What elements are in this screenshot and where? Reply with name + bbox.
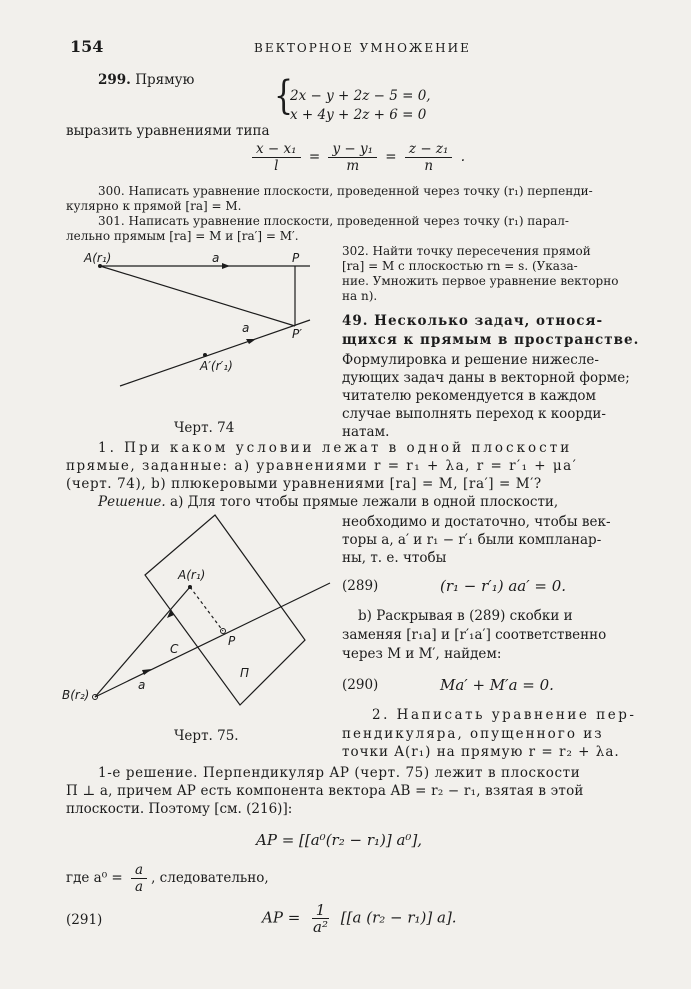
problem-299-lead: 299. Прямую [98, 72, 195, 88]
eq-291: AP = $\frac{1}{\text{a²}}$ [[a (r₂ − r₁)] a]. [262, 901, 457, 936]
unit-vector-definition: где a⁰ = $\frac{a}{a}$ , следовательно, [66, 862, 269, 895]
part-b-line2: заменяя [r₁a] и [r′₁a′] соответственно [342, 627, 607, 643]
fig75-label-b: B(r₂) [62, 688, 90, 702]
problem-302-line3: ние. Умножить первое уравнение векторно [342, 274, 619, 288]
fig74-label-a-mid: a [242, 321, 250, 335]
fig75-label-p: P [228, 634, 236, 648]
section-49-line1: 49. Несколько задач, относя- [342, 313, 604, 329]
eq-291-number: (291) [66, 912, 103, 928]
problem-302-line4: на n). [342, 289, 378, 303]
problem-1-line1: 1. При каком условии лежат в одной плоскости [98, 440, 573, 456]
fig75-arrow-c [167, 609, 174, 618]
section-49-line5: читателю рекомендуется в каждом [342, 388, 597, 404]
eq-289: (r₁ − r′₁) aa′ = 0. [440, 577, 567, 595]
figure-75-caption: Черт. 75. [174, 728, 239, 744]
problem-299-tail: выразить уравнениями типа [66, 123, 270, 139]
system-eq-1: 2x − y + 2z − 5 = 0, [290, 88, 431, 104]
fig74-label-a-point: A(r₁) [84, 251, 112, 265]
problem-302-line1: 302. Найти точку пересечения прямой [342, 244, 591, 258]
section-49-line4: дующих задач даны в векторной форме; [342, 370, 630, 386]
problem-2-line3: точки A(r₁) на прямую r = r₂ + λa. [342, 744, 620, 760]
problem-2-line1: 2. Написать уравнение пер- [372, 707, 637, 723]
section-49-line3: Формулировка и решение нижесле- [342, 352, 599, 368]
fig74-arrow-a-prime [246, 339, 256, 344]
canonical-form: $\frac{\text{x − x₁}}{l}$ = $\frac{\text{y − y₁}}{m}$ = $\frac{\text{z − z₁}}{n}$ . [248, 141, 465, 174]
problem-1-line3: (черт. 74), b) плюкеровыми уравнениями [ra] = M, [ra′] = M′? [66, 476, 542, 492]
eq-290: Ma′ + M′a = 0. [440, 676, 554, 694]
first-solution-line2: Π ⊥ a, причем AP есть компонента вектора AB = r₂ − r₁, взятая в этой [66, 783, 584, 799]
fig74-label-p-prime: P′ [292, 327, 302, 341]
coplanar-line2: торы a, a′ и r₁ − r′₁ были компланар- [342, 532, 602, 548]
fig74-label-a-prime: A′(r′₁) [200, 359, 233, 373]
problem-300-line2: кулярно к прямой [ra] = M. [66, 199, 242, 213]
coplanar-line1: необходимо и достаточно, чтобы век- [342, 514, 611, 530]
fig74-line-bottom [120, 320, 310, 386]
figure-74 [80, 248, 330, 398]
page-number: 154 [70, 37, 104, 56]
problem-301-line2: лельно прямым [ra] = M и [ra′] = M′. [66, 229, 299, 243]
first-solution-line1: 1-е решение. Перпендикуляр AP (черт. 75) лежит в плоскости [98, 765, 581, 781]
fig75-label-a: a [138, 678, 146, 692]
fig74-arrow-a [222, 263, 230, 269]
fig75-label-a-point: A(r₁) [178, 568, 206, 582]
solution-a-line: Решение. a) Для того чтобы прямые лежали в одной плоскости, [98, 494, 559, 510]
problem-302-line2: [ra] = M с плоскостью rn = s. (Указа- [342, 259, 578, 273]
fig75-label-c: C [170, 642, 179, 656]
problem-301-line1: 301. Написать уравнение плоскости, проведенной через точку (r₁) парал- [98, 214, 569, 228]
section-49-line2: щихся к прямым в пространстве. [342, 332, 640, 348]
figure-75 [60, 505, 340, 720]
first-solution-line3: плоскости. Поэтому [см. (216)]: [66, 801, 293, 817]
fig75-plane [145, 515, 305, 705]
fig75-line-b [95, 583, 330, 697]
part-b-line1: b) Раскрывая в (289) скобки и [358, 608, 573, 624]
system-brace: { [274, 73, 294, 120]
part-b-line3: через M и M′, найдем: [342, 646, 502, 662]
section-49-line6: случае выполнять переход к коорди- [342, 406, 606, 422]
problem-1-line2: прямые, заданные: a) уравнениями r = r₁ + λa, r = r′₁ + μa′ [66, 458, 578, 474]
fig75-label-pi: Π [240, 666, 250, 680]
eq-290-number: (290) [342, 677, 379, 693]
problem-300-line1: 300. Написать уравнение плоскости, проведенной через точку (r₁) перпенди- [98, 184, 593, 198]
figure-74-caption: Черт. 74 [174, 420, 235, 436]
section-49-line7: натам. [342, 424, 390, 440]
coplanar-line3: ны, т. е. чтобы [342, 550, 447, 566]
fig74-segment-ap [100, 266, 295, 326]
fig74-label-p: P [292, 251, 300, 265]
fig75-perpendicular [190, 587, 223, 631]
running-header: ВЕКТОРНОЕ УМНОЖЕНИЕ [254, 41, 471, 55]
eq-289-number: (289) [342, 578, 379, 594]
problem-2-line2: пендикуляра, опущенного из [342, 726, 604, 742]
fig74-label-a-top: a [212, 251, 220, 265]
system-eq-2: x + 4y + 2z + 6 = 0 [290, 107, 427, 123]
eq-ap-projection: AP = [[a⁰(r₂ − r₁)] a⁰], [256, 831, 423, 849]
